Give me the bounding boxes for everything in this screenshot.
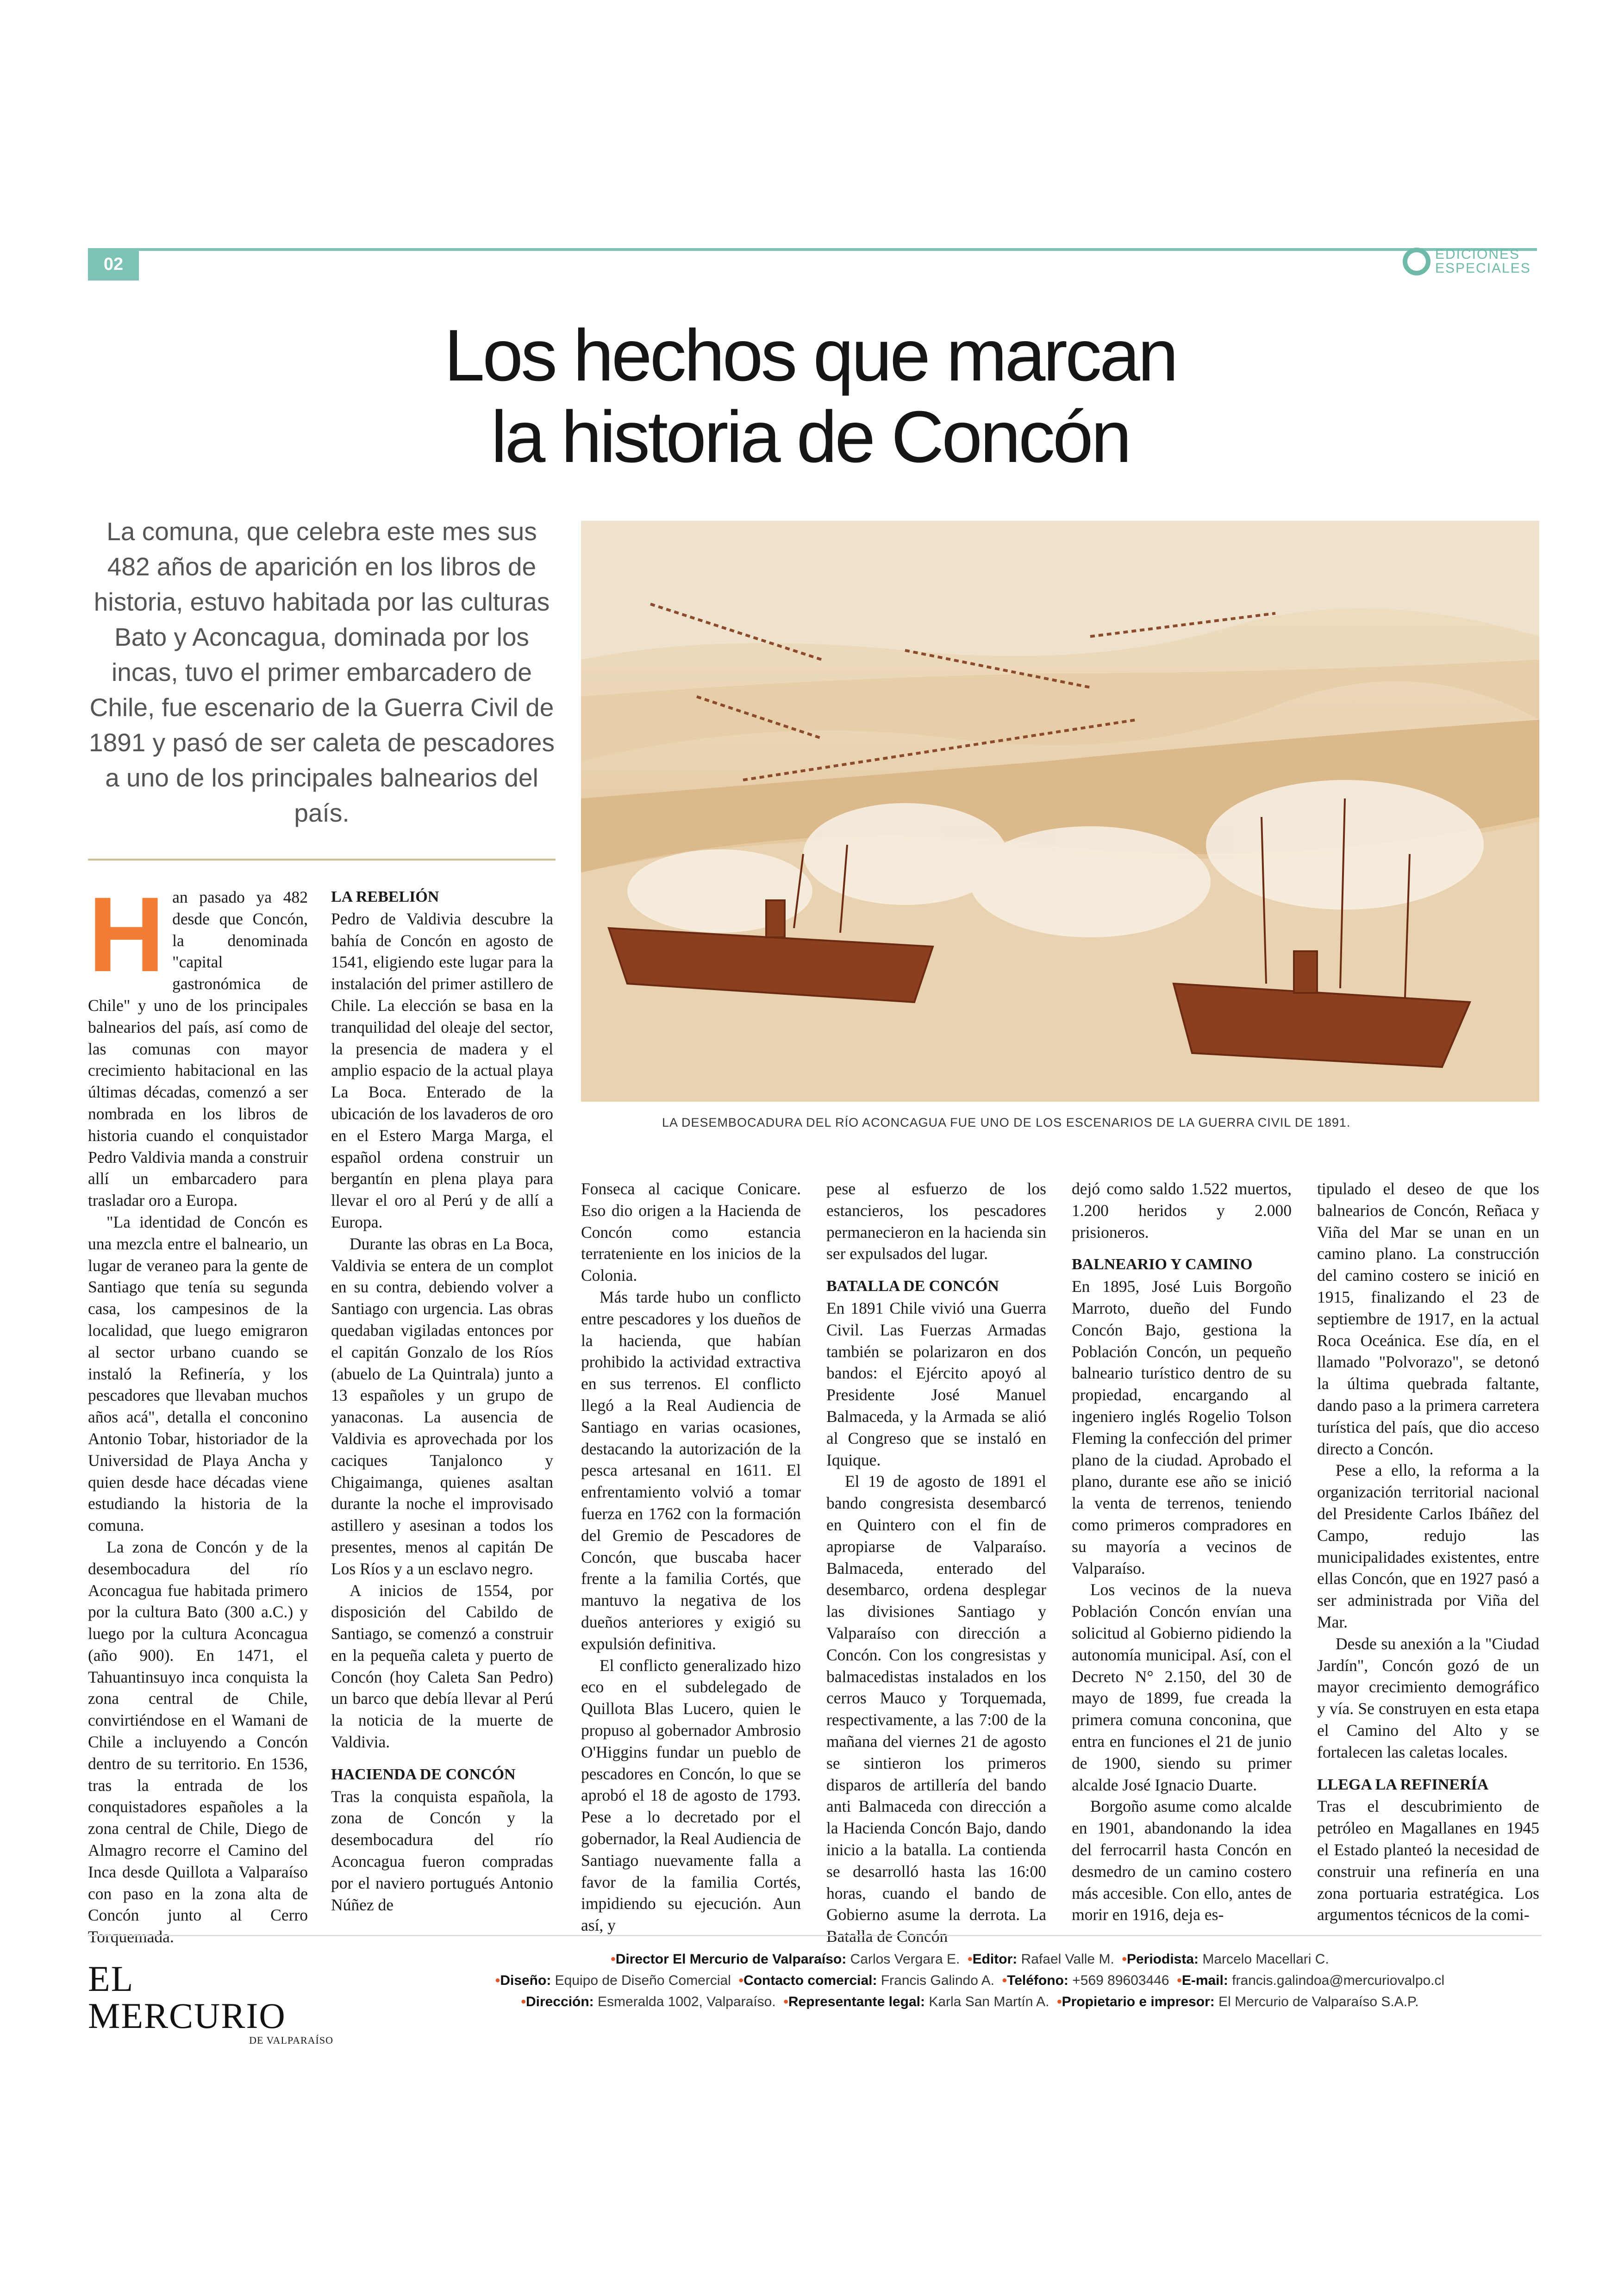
paragraph: tipulado el deseo de que los balnearios de Concón, Reñaca y Viña del Mar se unan en un camino plano. La construcción del camino costero se inició en 1915, finalizando el 23 de septiembre de 1917, en la actual Roca Oceánica. Ese día, en el llamado "Polvorazo", se detonó la última quebrada faltante, dando paso a la primera carretera turística del país, que dio acceso directo a Concón. [1317, 1179, 1539, 1458]
logo-main: EL MERCURIO [88, 1958, 286, 2036]
paragraph: "La identidad de Concón es una mezcla entre el balneario, un lugar de veraneo para la gente de Santiago que tenía su segunda casa, los campesinos de la localidad, que luego emigraron al sector urbano cuando se instaló la Refinería, y los pescadores que llevaban muchos años acá", detalla el conconino Antonio Tobar, historiador de la Universidad de Playa Ancha y quien desde hace décadas viene estudiando la historia de la comuna. [88, 1212, 308, 1535]
paragraph: El conflicto generalizado hizo eco en el subdelegado de Quillota Blas Lucero, quien le propuso al gobernador Ambrosio O'Higgins fundar un pueblo de pescadores en Concón, lo que se aprobó el 18 de agosto de 1793. Pese a lo decretado por el gobernador, la Real Audiencia de Santiago nuevamente falla a favor de la familia Cortés, impidiendo su ejecución. Aun así, y [581, 1656, 801, 1935]
logo-line-1: EDICIONES [1435, 247, 1520, 262]
paragraph: pese al esfuerzo de los estancieros, los pescadores permanecieron en la hacienda sin ser expulsados del lugar. [826, 1179, 1046, 1263]
credits-line-1: •Director El Mercurio de Valparaíso: Carlos Vergara E. •Editor: Rafael Valle M. •Periodista: Marcelo Macellari C. [611, 1952, 1329, 1967]
paragraph: La zona de Concón y de la desembocadura del río Aconcagua fue habitada primero por la cultura Bato (300 a.C.) y luego por la cultura Aconcagua (año 900). En 1471, el Tahuantinsuyo inca conquista la zona central de Chile, convirtiéndose en el Wamani de Chile a incluyendo a Concón dentro de su territorio. En 1536, tras la entrada de los conquistadores españoles a la zona central de Chile, Diego de Almagro recorre el Camino del Inca desde Quillota a Valparaíso con paso en la zona alta de Concón junto al Cerro Torquemada. [88, 1537, 308, 1946]
article-column-6 [1317, 1178, 1539, 1926]
paragraph: Los vecinos de la nueva Población Concón envían una solicitud al Gobierno pidiendo la autonomía municipal. Así, con el Decreto N° 2.150, del 30 de mayo de 1899, fue creada la primera comuna conconina, que entra en funciones el 21 de junio de 1900, siendo su primer alcalde José Ignacio Duarte. [1072, 1580, 1292, 1794]
paragraph: A inicios de 1554, por disposición del Cabildo de Santiago, se comenzó a construir en la pequeña caleta y puerto de Concón (hoy Caleta San Pedro) un barco que debía llevar al Perú la noticia de la muerte de Valdivia. [331, 1581, 553, 1752]
article-column-4 [826, 1178, 1046, 1947]
logo-line-2: ESPECIALES [1435, 261, 1531, 276]
paragraph: Durante las obras en La Boca, Valdivia se entera de un complot en su contra, debiendo volver a Santiago con urgencia. Las obras quedaban vigiladas entonces por el capitán Gonzalo de los Ríos (abuelo de La Quintrala) junto a 13 españoles y un grupo de yanaconas. La ausencia de Valdivia es aprovechada por los caciques Tanjalonco y Chigaimanga, quienes asaltan durante la noche el improvisado astillero y asesinan a todos los presentes, menos al capitán De Los Ríos y a un esclavo negro. [331, 1234, 553, 1578]
headline [139, 315, 1481, 478]
headline-line-1: Los hechos que marcan [444, 315, 1176, 396]
dek-rule [88, 859, 556, 861]
paragraph: Desde su anexión a la "Ciudad Jardín", Concón gozó de un mayor crecimiento demográfico y vía. Se construyen en esta etapa el Camino del Alto y se fortalecen las caletas locales. [1317, 1634, 1539, 1761]
page-number: 02 [88, 248, 139, 281]
credits [398, 1949, 1542, 2013]
paragraph: En 1891 Chile vivió una Guerra Civil. Las Fuerzas Armadas también se polarizaron en dos bandos: el Ejército apoyó al Presidente José Manuel Balmaceda, y la Armada se alió al Congreso que se instaló en Iquique. [826, 1298, 1046, 1469]
credits-line-2: •Diseño: Equipo de Diseño Comercial •Contacto comercial: Francis Galindo A. •Teléfono: +569 89603446 •E-mail: francis.galindoa@mercuriovalpo.cl [495, 1973, 1445, 1988]
paragraph: dejó como saldo 1.522 muertos, 1.200 heridos y 2.000 prisioneros. [1072, 1179, 1292, 1241]
paragraph: Tras el descubrimiento de petróleo en Magallanes en 1945 el Estado planteó la necesidad de construir una refinería en una zona portuaria estratégica. Los argumentos técnicos de la comi- [1317, 1797, 1539, 1924]
paragraph: Pedro de Valdivia descubre la bahía de Concón en agosto de 1541, eligiendo este lugar para la instalación del primer astillero de Chile. La elección se basa en la tranquilidad del oleaje del sector, la presencia de madera y el amplio espacio de la actual playa La Boca. Enterado de la ubicación de los lavaderos de oro en el Estero Marga Marga, el español ordena construir un bergantín en plena playa para llevar el oro al Perú y de allí a Europa. [331, 909, 553, 1231]
engraving-illustration [581, 521, 1539, 1102]
header-rule [88, 248, 1537, 251]
credits-line-3: •Dirección: Esmeralda 1002, Valparaíso. •Representante legal: Karla San Martín A. •Propietario e impresor: El Mercurio de Valparaíso S.A.P. [521, 1994, 1419, 2009]
paragraph: En 1895, José Luis Borgoño Marroto, dueño del Fundo Concón Bajo, gestiona la Población Concón, un pequeño balneario turístico dentro de su propiedad, encargando al ingeniero inglés Rogelio Tolson Fleming la confección del primer plano de la ciudad. Aprobado el plano, durante ese año se inició la venta de terrenos, teniendo como primeros compradores en su mayoría a vecinos de Valparaíso. [1072, 1277, 1292, 1578]
paragraph: Pese a ello, la reforma a la organización territorial nacional del Presidente Carlos Ibáñez del Campo, redujo las municipalidades existentes, entre ellas Concón, que en 1927 pasó a ser administrada por Viña del Mar. [1317, 1461, 1539, 1631]
photo-caption: LA DESEMBOCADURA DEL RÍO ACONCAGUA FUE UNO DE LOS ESCENARIOS DE LA GUERRA CIVIL DE 1891. [662, 1116, 1351, 1129]
headline-line-2: la historia de Concón [491, 396, 1130, 478]
footer-rule [88, 1935, 1542, 1936]
article-column-5 [1072, 1178, 1292, 1926]
ediciones-especiales-logo [1403, 241, 1542, 282]
article-column-2 [331, 886, 553, 1915]
engraving-photo [581, 521, 1539, 1102]
paragraph: El 19 de agosto de 1891 el bando congresista desembarcó en Quintero con el fin de apropiarse de Valparaíso. Balmaceda, enterado del desembarco, ordena desplegar las divisiones Santiago y Valparaíso con dirección a Concón. Con los congresistas y balmacedistas instalados en los cerros Mauco y Torquemada, respectivamente, a las 7:00 de la mañana del viernes 21 de agosto se sintieron los primeros disparos de artillería del bando anti Balmaceda con dirección a la Hacienda Concón Bajo, dando inicio a la batalla. La contienda se desarrolló hasta las 16:00 horas, cuando el bando de Gobierno asume la derrota. La Batalla de Concón [826, 1472, 1046, 1946]
logo-text [1435, 248, 1531, 275]
paragraph: Borgoño asume como alcalde en 1901, abandonando la idea del ferrocarril hasta Concón en desmedro de un camino costero más accesible. Con ello, antes de morir en 1916, deja es- [1072, 1797, 1292, 1924]
subheading: LLEGA LA REFINERÍA [1317, 1776, 1489, 1793]
paragraph: Más tarde hubo un conflicto entre pescadores y los dueños de la hacienda, que habían prohibido la actividad extractiva en sus terrenos. El conflicto llegó a la Real Audiencia de Santiago en varias ocasiones, destacando la autorización de la pesca artesanal en 1611. El enfrentamiento volvió a tomar fuerza en 1762 con la formación del Gremio de Pescadores de Concón, que buscaba hacer frente a la familia Cortés, que mantuvo la negativa de los dueños anteriores y exigió su expulsión definitiva. [581, 1287, 801, 1653]
article-column-3 [581, 1178, 801, 1936]
logo-sub: DE VALPARAÍSO [249, 2034, 333, 2046]
dek: La comuna, que celebra este mes sus 482 años de aparición en los libros de historia, estuvo habitada por las culturas Bato y Aconcagua, dominada por los incas, tuvo el primer embarcadero de Chile, fue escenario de la Guerra Civil de 1891 y pasó de ser caleta de pescadores a uno de los principales balnearios del país. [89, 517, 555, 827]
subheading: LA REBELIÓN [331, 888, 439, 905]
paragraph: an pasado ya 482 desde que Concón, la denominada "capital gastronómica de Chile" y uno de los principales balnearios del país, así como de las comunas con mayor crecimiento habitacional en las últimas décadas, comenzó a ser nombrada en los libros de historia cuando el conquistador Pedro Valdivia manda a construir allí un embarcadero para trasladar oro a Europa. [88, 888, 308, 1210]
logo-e-icon [1403, 248, 1430, 275]
article-column-1 [88, 875, 308, 1948]
subheading: HACIENDA DE CONCÓN [331, 1765, 516, 1783]
drop-cap: H [88, 875, 165, 994]
subheading: BALNEARIO Y CAMINO [1072, 1256, 1253, 1273]
subheading: BATALLA DE CONCÓN [826, 1278, 999, 1295]
paragraph: Fonseca al cacique Conicare. Eso dio origen a la Hacienda de Concón como estancia terrateniente en los inicios de la Colonia. [581, 1179, 801, 1285]
paragraph: Tras la conquista española, la zona de Concón y la desembocadura del río Aconcagua fueron compradas por el naviero portugués Antonio Núñez de [331, 1787, 553, 1914]
el-mercurio-logo [88, 1960, 338, 2046]
